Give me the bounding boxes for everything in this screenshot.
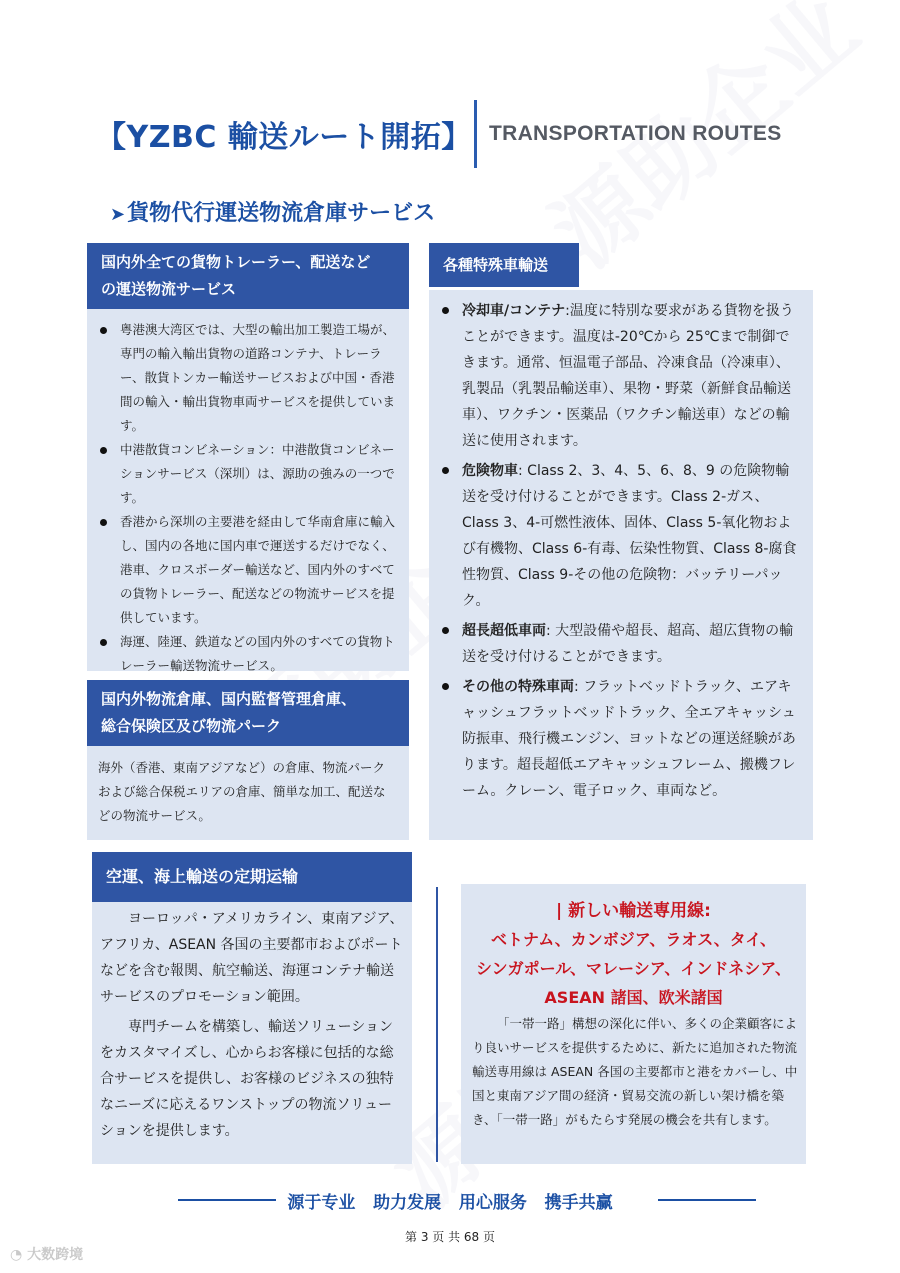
list-item (440, 674, 802, 804)
air-sea-heading: 空運、海上輸送の定期运输 (92, 852, 412, 902)
list-item (440, 458, 802, 614)
logo-icon: ◔ (10, 1247, 23, 1263)
section-heading (110, 196, 435, 227)
new-routes-countries (461, 925, 806, 1012)
new-routes-body: 「一帯一路」構想の深化に伴い、多くの企業顧客により良いサービスを提供するために、新たに追加された物流輸送専用線は ASEAN 各国の主要都市と港をカバーし、中国と東南アジア間の経済・貿易交流の新しい架け橋を築き、「一帯一路」がもたらす発展の機会を共有します。 (472, 1016, 798, 1127)
item-text: : Class 2、3、4、5、6、8、9 の危険物輸送を受け付けることができます。Class 2-ガス、Class 3、4-可燃性液体、固体、Class 5-氧化物および有機物、Class 6-有毒、伝染性物質、Class 8-腐食性物質、Class 9-その他の危険物：バッテリーパック。 (462, 463, 797, 609)
special-vehicles-heading: 各種特殊車輸送 (429, 243, 579, 287)
trailer-service-heading (87, 243, 409, 309)
countries-line: ベトナム、カンボジア、ラオス、タイ、 (491, 930, 776, 949)
item-text: : フラットベッドトラック、エアキャッシュフラットベッドトラック、全エアキャッシュ防振車、飛行機エンジン、ヨットなどの運送経験があります。超長超低エアキャッシュフレーム、搬機フレーム。クレーン、電子ロック、車両など。 (462, 679, 796, 799)
logo-watermark (10, 1244, 83, 1264)
page-title: 【YZBC 輸送ルート開拓】 (96, 120, 472, 155)
warehouse-body: 海外（香港、東南アジアなど）の倉庫、物流パークおよび総合保税エリアの倉庫、簡単な加工、配送などの物流サービス。 (98, 760, 386, 823)
logo-text: 大数跨境 (27, 1247, 84, 1263)
list-item: 海運、陸運、鉄道などの国内外のすべての貨物トレーラー輸送物流サービス。 (98, 630, 400, 678)
footer-slogan: 源于专业 助力发展 用心服务 携手共赢 (287, 1193, 613, 1213)
list-item: 中港散貨コンビネーション：中港散貨コンビネーションサービス（深圳）は、源助の強みの一つです。 (98, 438, 400, 510)
heading-line: 国内外全ての貨物トレーラー、配送など (101, 253, 371, 271)
trailer-service-list (98, 318, 400, 678)
countries-line: シンガポール、マレーシア、インドネシア、 (476, 959, 791, 978)
item-text: :温度に特別な要求がある貨物を扱うことができます。温度は-20℃から 25℃まで制御できます。通常、恒温電子部品、冷凍食品（冷凍車）、乳製品（乳製品輸送車）、果物・野菜（新鮮食品輸送車）、ワクチン・医薬品（ワクチン輸送車）などの輸送に使用されます。 (462, 303, 794, 449)
item-label: 危険物車 (462, 463, 518, 479)
air-sea-paragraph: ヨーロッパ・アメリカライン、東南アジア、アフリカ、ASEAN 各国の主要都市およびポートなどを含む報関、航空輸送、海運コンテナ輸送サービスのプロモーション範囲。 (100, 911, 404, 1005)
new-routes-heading: | 新しい輸送専用線: (556, 901, 711, 921)
countries-line: ASEAN 諸国、欧米諸国 (544, 988, 723, 1007)
warehouse-heading (87, 680, 409, 746)
list-item (440, 618, 802, 670)
list-item: 香港から深圳の主要港を経由して华南倉庫に輸入し、国内の各地に国内車で運送するだけでなく、港車、クロスボーダー輸送など、国内外のすべての貨物トレーラー、配送などの物流サービスを提供しています。 (98, 510, 400, 630)
air-sea-body (100, 906, 404, 1144)
arrow-icon: ➤ (110, 204, 126, 225)
item-text: : 大型設備や超長、超高、超広貨物の輸送を受け付けることができます。 (462, 623, 794, 665)
air-sea-paragraph: 専門チームを構築し、輸送ソリューションをカスタマイズし、心からお客様に包括的な総合サービスを提供し、お客様のビジネスの独特なニーズに応えるワンストップの物流ソリューションを提供します。 (100, 1019, 394, 1139)
heading-line: の運送物流サービス (101, 280, 237, 298)
page-header (96, 100, 816, 170)
list-item: 粤港澳大湾区では、大型の輸出加工製造工場が、専門の輸入輸出貨物の道路コンテナ、トレーラー、散貨トンカー輸送サービスおよび中国・香港間の輸入・輸出貨物車両サービスを提供しています。 (98, 318, 400, 438)
item-label: 冷却車/コンテナ (462, 303, 566, 319)
heading-line: 総合保険区及び物流パーク (101, 717, 282, 735)
title-divider (474, 100, 477, 168)
list-item (440, 298, 802, 454)
page-title-english: TRANSPORTATION ROUTES (489, 122, 782, 145)
column-divider (436, 887, 438, 1162)
special-vehicles-list (440, 298, 802, 804)
heading-line: 国内外物流倉庫、国内監督管理倉庫、 (101, 690, 357, 708)
item-label: 超長超低車両 (462, 623, 546, 639)
page-number: 第 3 页 共 68 页 (405, 1230, 495, 1244)
item-label: その他の特殊車両 (462, 679, 574, 695)
section-heading-text: 貨物代行運送物流倉庫サービス (127, 201, 436, 226)
